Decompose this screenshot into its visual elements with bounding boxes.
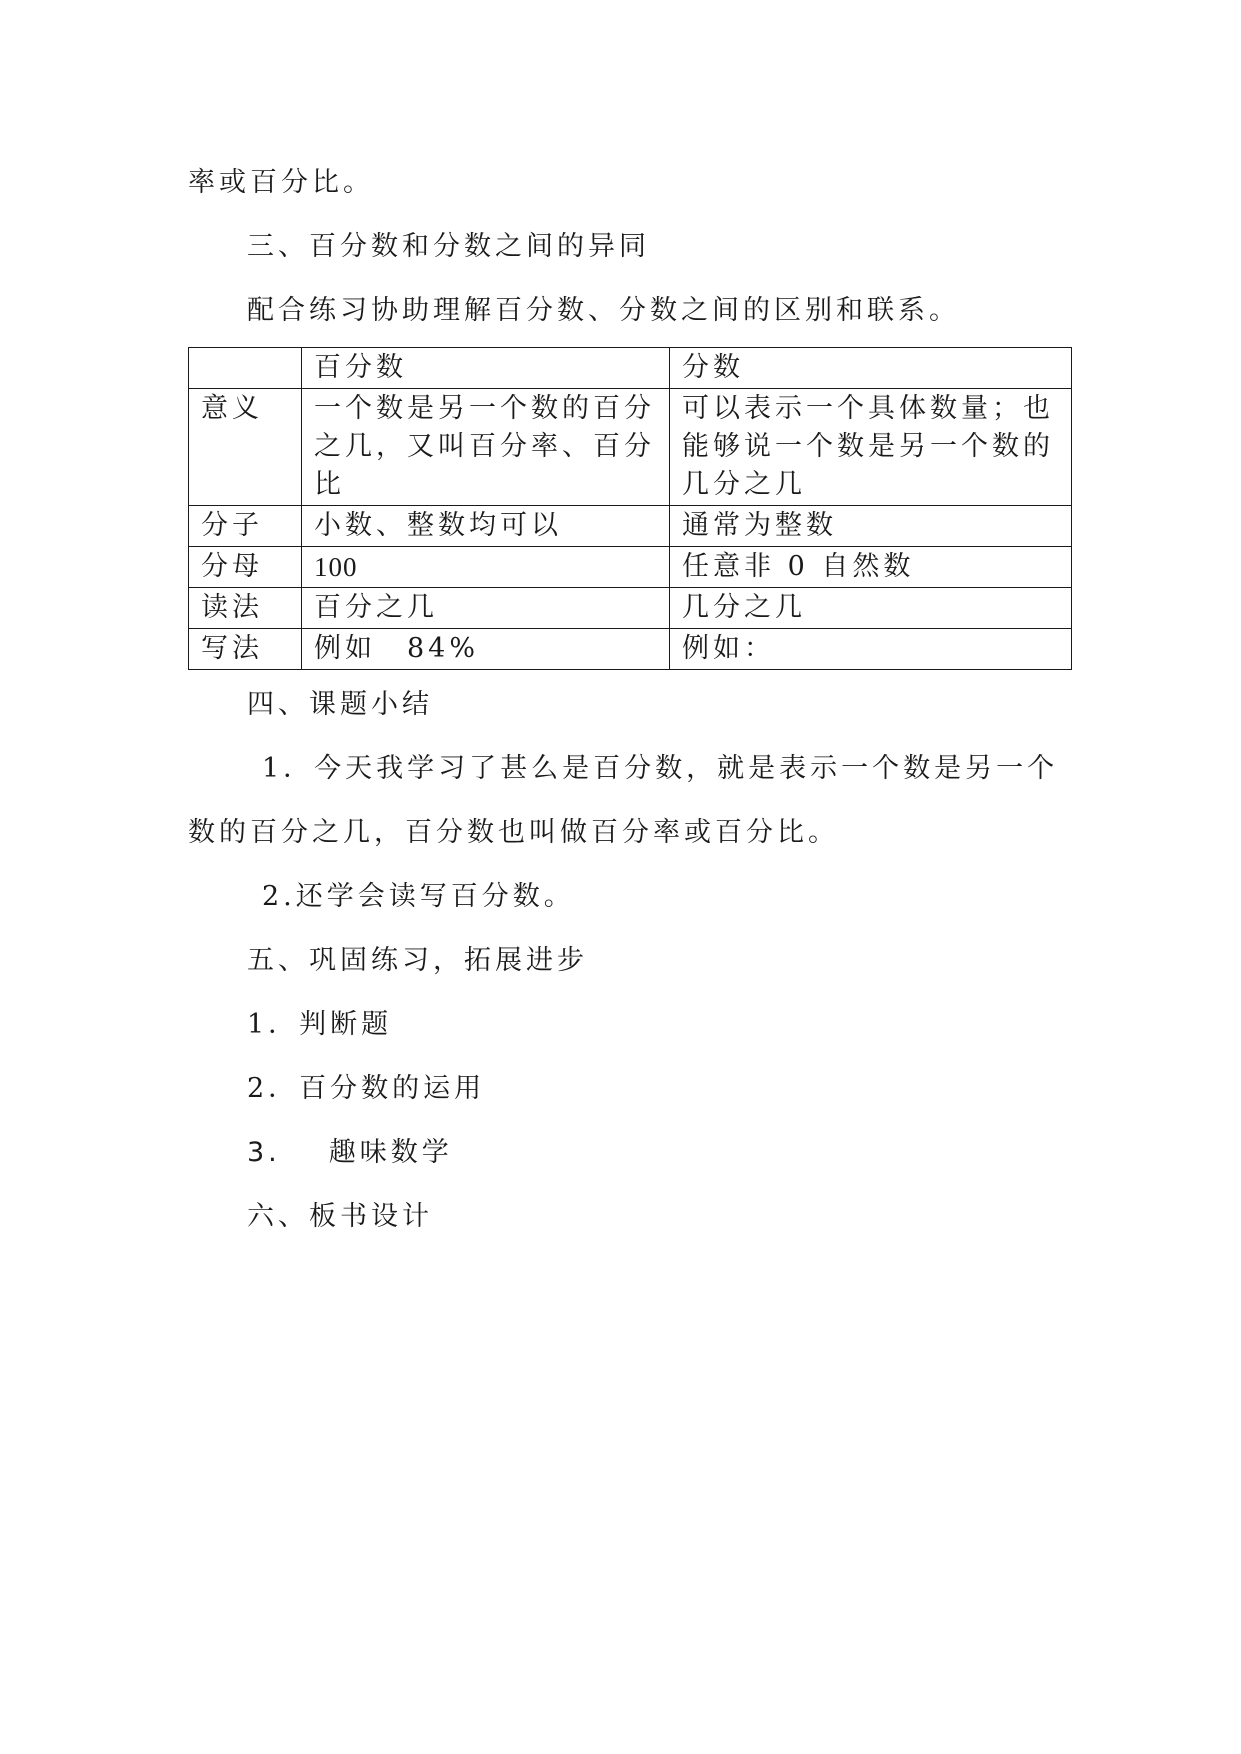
comparison-table bbox=[188, 347, 1072, 670]
row-label: 读法 bbox=[189, 588, 302, 629]
table-header-row bbox=[189, 348, 1072, 389]
table-row bbox=[189, 506, 1072, 547]
practice-item-3-number: 3. bbox=[247, 1137, 281, 1168]
row-label: 意义 bbox=[189, 389, 302, 506]
row-label: 分母 bbox=[189, 547, 302, 588]
fraction-cell: 几分之几 bbox=[670, 588, 1072, 629]
summary-item-2: 2.还学会读写百分数。 bbox=[262, 881, 575, 912]
table-row bbox=[189, 629, 1072, 670]
percent-cell: 百分之几 bbox=[302, 588, 670, 629]
practice-item-3-text: 趣味数学 bbox=[328, 1137, 453, 1168]
percent-cell: 小数、整数均可以 bbox=[302, 506, 670, 547]
section3-note: 配合练习协助理解百分数、分数之间的区别和联系。 bbox=[247, 295, 960, 326]
section5-heading: 五、巩固练习，拓展进步 bbox=[247, 945, 588, 976]
practice-item-2: 2．百分数的运用 bbox=[247, 1073, 486, 1104]
section6-heading: 六、板书设计 bbox=[247, 1201, 433, 1232]
summary-item-1-line-1: 1．今天我学习了甚么是百分数，就是表示一个数是另一个 bbox=[262, 753, 1059, 784]
fraction-cell: 通常为整数 bbox=[670, 506, 1072, 547]
table-header-cell: 百分数 bbox=[302, 348, 670, 389]
practice-item-3 bbox=[247, 1135, 453, 1171]
intro-tail-text: 率或百分比。 bbox=[188, 167, 374, 198]
fraction-cell: 例如： bbox=[670, 629, 1072, 670]
section3-heading: 三、百分数和分数之间的异同 bbox=[247, 231, 650, 262]
percent-cell: 100 bbox=[302, 547, 670, 588]
practice-item-1: 1．判断题 bbox=[247, 1009, 393, 1040]
table-row bbox=[189, 389, 1072, 506]
row-label: 写法 bbox=[189, 629, 302, 670]
fraction-cell: 可以表示一个具体数量；也能够说一个数是另一个数的几分之几 bbox=[670, 389, 1072, 506]
percent-cell: 例如 84% bbox=[302, 629, 670, 670]
table-row bbox=[189, 547, 1072, 588]
fraction-cell: 任意非 0 自然数 bbox=[670, 547, 1072, 588]
section4-heading: 四、课题小结 bbox=[247, 689, 433, 720]
percent-cell: 一个数是另一个数的百分之几，又叫百分率、百分比 bbox=[302, 389, 670, 506]
summary-item-1-line-2: 数的百分之几，百分数也叫做百分率或百分比。 bbox=[188, 817, 839, 848]
table-header-cell: 分数 bbox=[670, 348, 1072, 389]
table-header-cell bbox=[189, 348, 302, 389]
table-row bbox=[189, 588, 1072, 629]
row-label: 分子 bbox=[189, 506, 302, 547]
